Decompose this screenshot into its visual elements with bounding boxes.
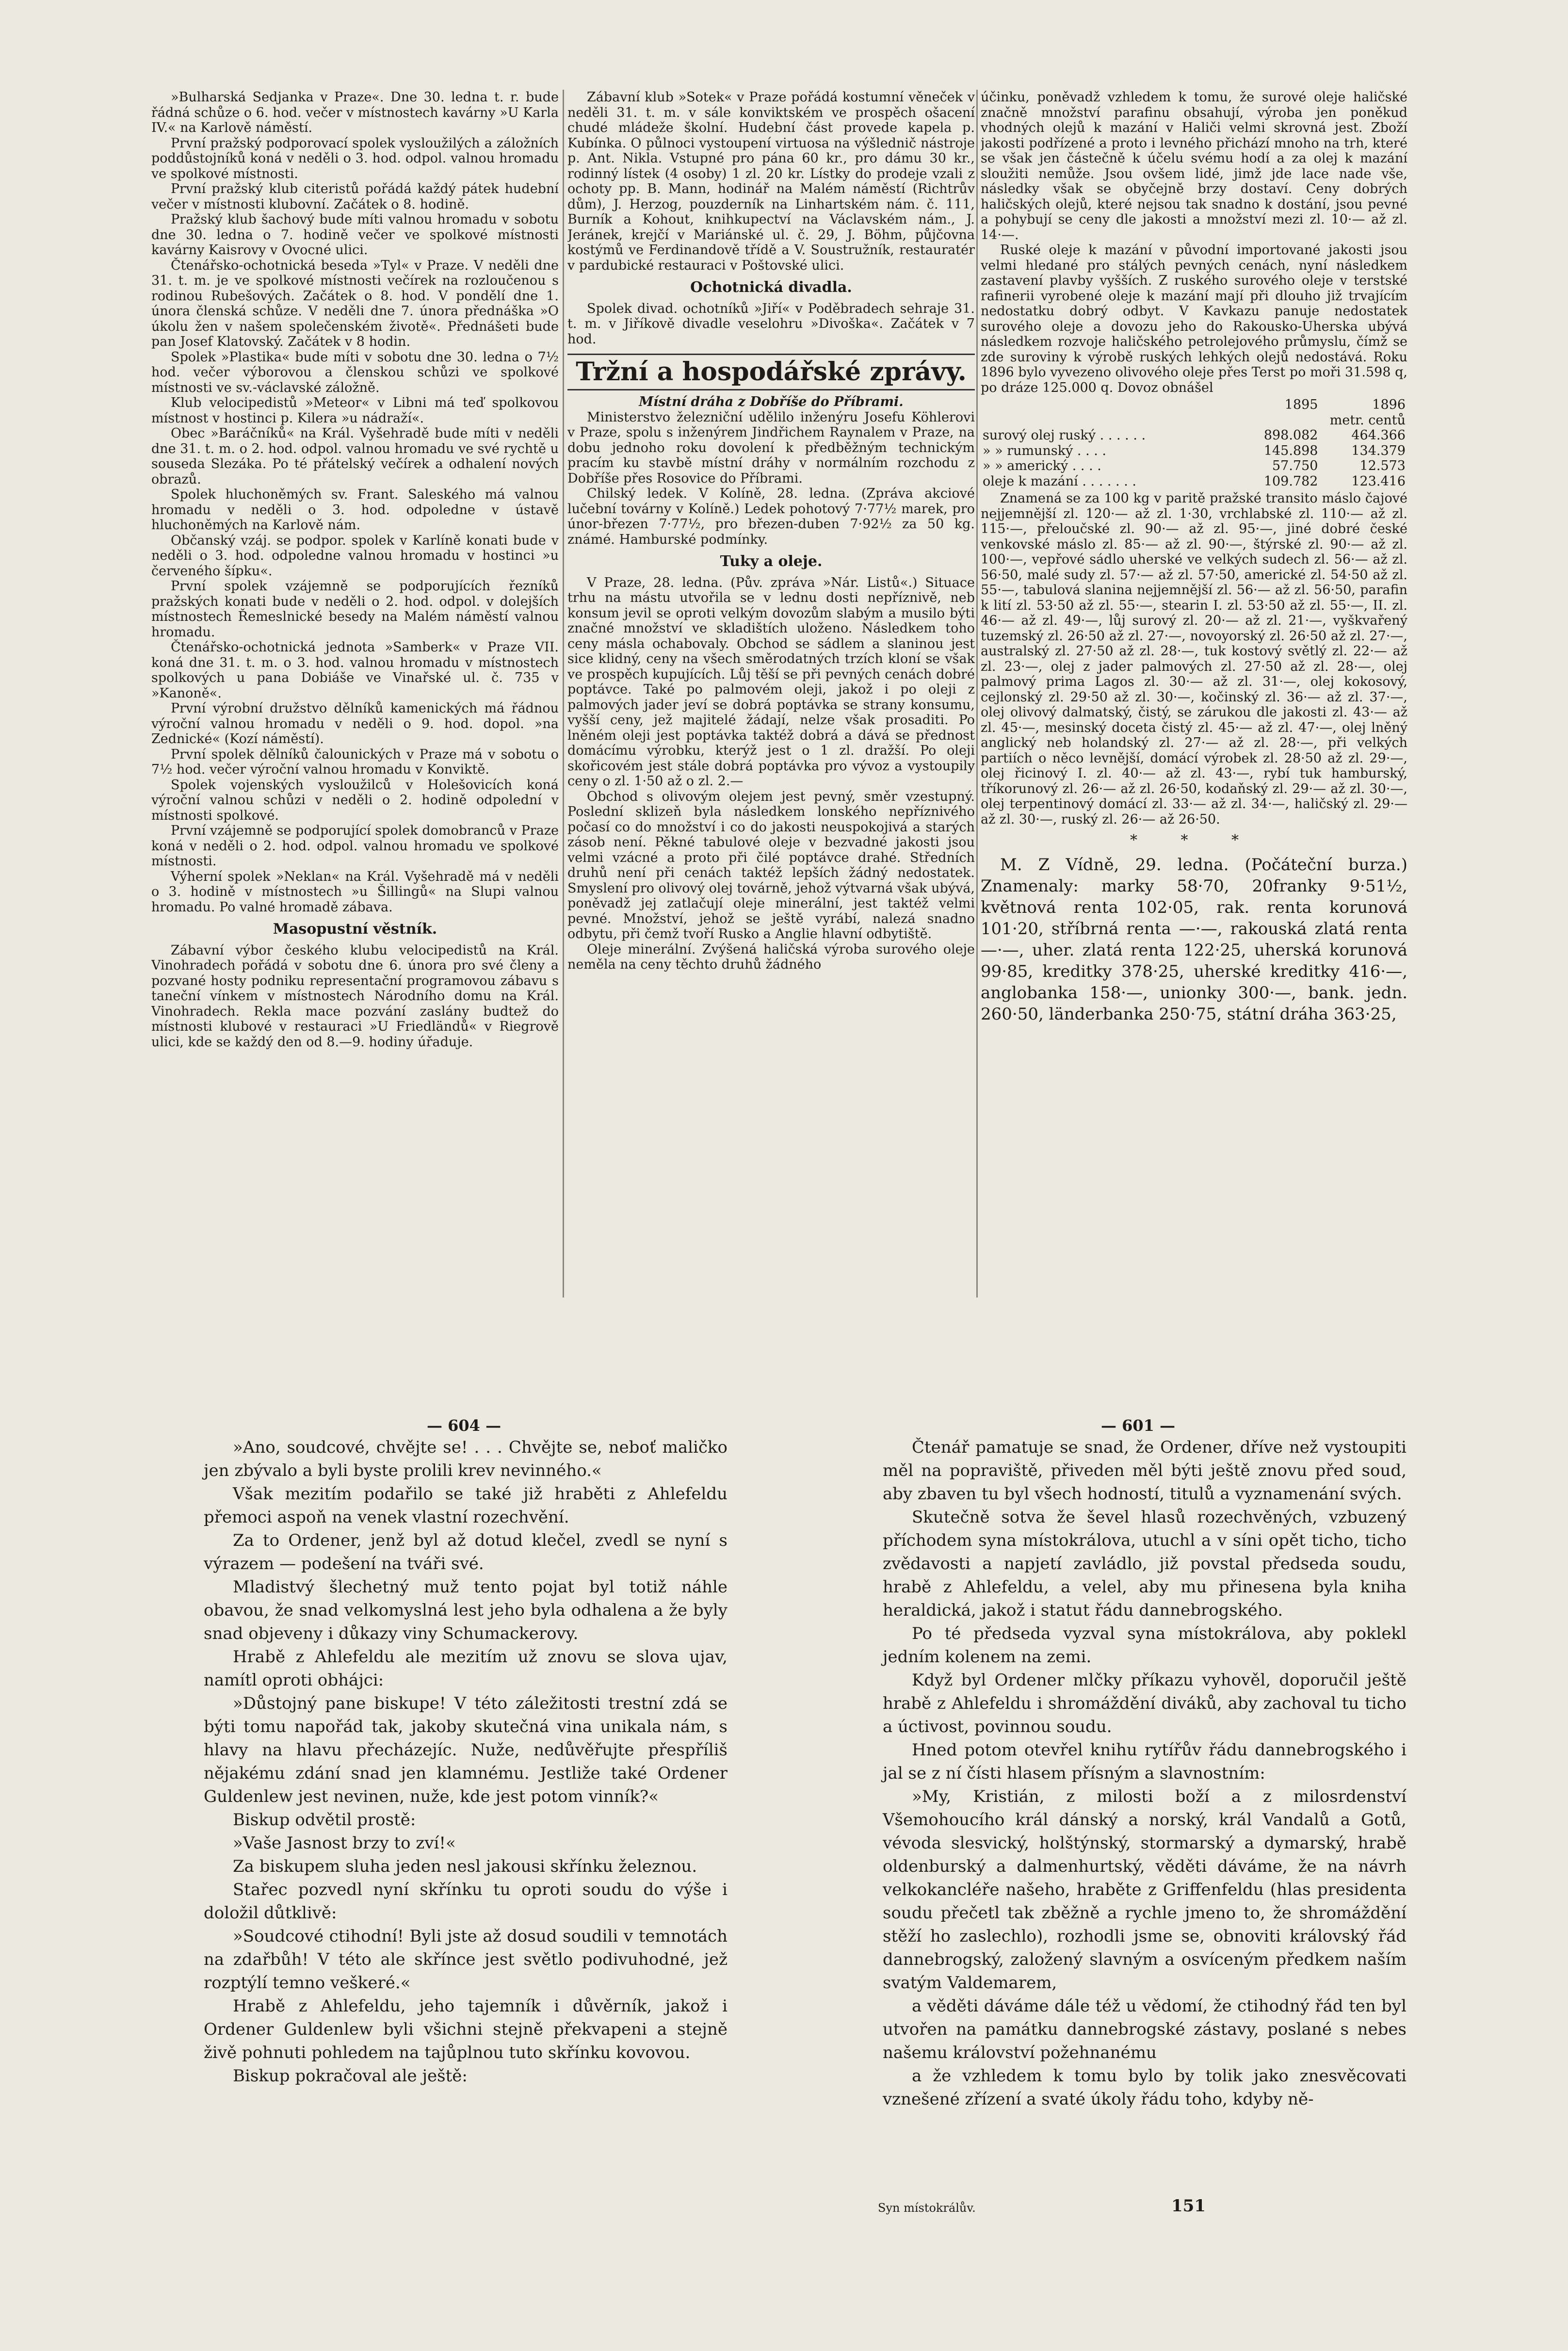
- masopust-heading: Masopustní věstník.: [273, 921, 437, 938]
- right-page-number: — 601 —: [1101, 1416, 1176, 1435]
- masopust-text: Zábavní výbor českého klubu velocipedistů na Král. Vinohradech pořádá v sobotu dne 6. února pro své členy a pozvané hosty podniku representační programovou zábavu s taneční vínkem v místnostech Národního domu na Král. Vinohradech. Rekla mace pozvání zaslány budtež do místnosti klubové v restauraci »U Friedländů« v Riegrově ulici, kde se každý den od 8.—9. hodiny úřaduje.: [151, 942, 559, 1050]
- oil-table-cell: 134.379: [1351, 443, 1406, 458]
- left-page-number: — 604 —: [427, 1416, 501, 1435]
- ochot-text: Spolek divad. ochotníků »Jiří« v Poděbradech sehraje 31. t. m. v Jiříkově divadle veselohru »Divoška«. Začátek v 7 hod.: [567, 301, 975, 347]
- book-paragraph: »Ano, soudcové, chvějte se! . . . Chvějte se, neboť maličko jen zbývalo a byli byste prolili krev nevinného.«: [204, 1438, 727, 1480]
- club-notices: [151, 90, 559, 915]
- book-paragraph: Za biskupem sluha jeden nesl jakousi skřínku železnou.: [233, 1857, 697, 1876]
- oil-year-2: 1896: [1372, 397, 1406, 412]
- oil-table-cell: surový olej ruský . . . . . .: [983, 428, 1146, 443]
- oil-table-cell: oleje k mazání . . . . . . .: [983, 473, 1136, 489]
- club-notice: První spolek dělníků čalounických v Praze má v sobotu o 7½ hod. večer výroční valnou hromadu v Konviktě.: [151, 746, 559, 777]
- club-notice: První výrobní družstvo dělníků kamenických má řádnou výroční valnou hromadu v neděli o 9. hod. dopol. »na Zednické« (Kozí náměstí).: [151, 701, 559, 746]
- oil-year-1: 1895: [1284, 397, 1318, 412]
- oil-table-cell: 898.082: [1263, 428, 1318, 443]
- book-paragraph: Za to Ordener, jenž byl až dotud klečel, zvedl se nyní s výrazem — podešení na tváři své.: [204, 1531, 727, 1573]
- book-left-page: [204, 1436, 727, 2088]
- market-text-nitrate: Chilský ledek. V Kolíně, 28. ledna. (Zpráva akciové lučební továrny v Kolíně.) Ledek pohotový 7·77½ marek, pro únor-březen 7·77½, pro březen-duben 7·92½ za 50 kg. známé. Hamburské podmínky.: [567, 486, 975, 547]
- oil-table-cell: 12.573: [1359, 458, 1406, 473]
- vienna-bourse-text: M. Z Vídně, 29. ledna. (Počáteční burza.) Znamenaly: marky 58·70, 20franky 9·51½, květnová renta 102·05, rak. renta korunová 101·20, stříbrná renta —·—, rakouská zlatá renta —·—, uher. zlatá renta 122·25, uherská korunová 99·85, kreditky 378·25, uherské kreditky 416·—, anglobanka 158·—, unionky 300·—, bank. jedn. 260·50, länderbanka 250·75, státní dráha 363·25,: [981, 855, 1407, 1024]
- book-paragraph: Když byl Ordener mlčky příkazu vyhověl, doporučil ještě hrabě z Ahlefeldu i shromáždění diváků, aby zachoval tu ticho a úctivost, povinnou soudu.: [883, 1670, 1406, 1736]
- oil-table-row: [981, 428, 1407, 443]
- news-column-3: [981, 90, 1407, 1297]
- oil-unit: metr. centů: [1329, 412, 1406, 428]
- book-paragraph: Skutečně sotva že ševel hlasů rozechvěných, vzbuzený příchodem syna místokrálova, utuchl a v síni opět ticho, ticho zvědavosti a napjetí zavládlo, již povstal předseda soudu, hrabě z Ahlefeldu, a velel, aby mu přinesena byla kniha heraldická, jakož i statut řádu dannebrogského.: [883, 1508, 1406, 1620]
- oil-text-1: účinku, poněvadž vzhledem k tomu, že surové oleje haličské značně množství parafinu obsahují, výroba jen poněkud vhodných olejů k mazání v Haliči velmi skrovná jest. Zboží jakosti podřízené a proto i levného přichází mnoho na trh, které se však jen částečně k účelu svému hodí a za olej k mazání sloužiti nemůže. Jsou ovšem lidé, jimž jde lace nade vše, následky však se obyčejně brzy dostaví. Ceny dobrých haličských olejů, které nejsou tak snadno k dostání, jsou pevné a pohybují se ceny dle jakosti a množství mezi zl. 10·— až zl. 14·—.: [981, 90, 1407, 243]
- book-paragraph: Hrabě z Ahlefeldu, jeho tajemník i důvěrník, jakož i Ordener Guldenlew byli všichni stejně překvapeni a stejně živě pohnuti pohledem na tajůplnou tuto skřínku kovovou.: [204, 1996, 727, 2062]
- book-paragraph: Mladistvý šlechetný muž tento pojat byl totiž náhle obavou, že snad velkomyslná lest jeho byla odhalena a že byly snad objeveny i důkazy viny Schumackerovy.: [204, 1577, 727, 1643]
- club-notice: Pražský klub šachový bude míti valnou hromadu v sobotu dne 30. ledna o 7. hodině večer ve spolkové místnosti kavárny Kaisrovy v Ovocné ulici.: [151, 212, 559, 258]
- news-column-1: [151, 90, 559, 1297]
- oil-table-cell: » » americký . . . .: [983, 458, 1101, 473]
- oil-import-table: [981, 397, 1407, 489]
- club-notice: První pražský klub citeristů pořádá každý pátek hudební večer v místnosti klubovní. Začátek o 8. hodině.: [151, 181, 559, 212]
- book-paragraph: Biskup odvětil prostě:: [233, 1810, 416, 1830]
- column-rule: [976, 90, 978, 1297]
- book-paragraph: »My, Kristián, z milosti boží a z milosrdenství Všemohoucího král dánský a norský, král Vandalů a Gotů, vévoda slesvický, holštýnský, stormarský a dymarský, hrabě oldenburský a dalmenhurtský, věděti dáváme, že na návrh velkokancléře našeho, hraběte z Griffenfeldu (hlas presidenta soudu přečetl tak zběžně a rychle jmeno to, že shromáždění stěží ho zaslechlo), rozhodli jsme se, obnoviti královský řád dannebrogský, založený slavným a osvíceným předkem naším svatým Valdemarem,: [883, 1787, 1406, 1993]
- club-notice: První pražský podporovací spolek vysloužilých a záložních poddůstojníků koná v neděli o 3. hod. odpol. valnou hromadu ve spolkové místnosti.: [151, 135, 559, 181]
- tuky-text-2: Obchod s olivovým olejem jest pevný, směr vzestupný. Poslední sklizeň byla následkem lonského nepříznivého počasí co do množství i co do jakosti neuspokojivá a starých zásob není. Pěkné tabulové oleje v bezvadné jakosti jsou velmi vzácné a proto při čilé poptávce drahé. Středních druhů není při cenách taktéž lepších žádný nedostatek. Smyslení pro olivový olej továrně, jehož výtvarná však ubývá, poněvadž jej zatlačují oleje minerální, jest taktéž velmi pevné. Množství, jehož se ještě vyrábí, nalezá snadno odbytu, při čemž tvoří Rusko a Anglie hlavní odbytiště.: [567, 789, 975, 941]
- book-paragraph: Stařec pozvedl nyní skřínku tu oproti soudu do výše i doložil důtklivě:: [204, 1880, 727, 1923]
- club-notice: Spolek vojenských vysloužilců v Holešovicích koná výroční valnou schůzi v neděli o 2. hodině odpolední v místnosti spolkové.: [151, 777, 559, 823]
- book-paragraph: »Důstojný pane biskupe! V této záležitosti trestní zdá se býti tomu napořád tak, jakoby skutečná vina unikala nám, s hlavy na hlavu přecházejíc. Nuže, nedůvěřujte přespříliš nějakému zdání snad jen klamnému. Jestliže také Ordener Guldenlew jest nevinen, nuže, kde jest potom vinník?«: [204, 1694, 727, 1806]
- ochot-heading: Ochotnická divadla.: [690, 279, 852, 296]
- tuky-text-1: V Praze, 28. ledna. (Pův. zpráva »Nár. Listů«.) Situace trhu na mástu utvořila se v lednu dosti nepříznivě, neb konsum jevil se oproti velkým dovozům slabým a musilo býti značné množství ve skladištích uloženo. Následkem toho ceny másla ochabovaly. Obchod se sádlem a slaninou jest sice klidný, ceny na všech směrodatných trzích kloní se však ve prospěch kupujících. Lůj těší se při pevných cenách dobré poptávce. Také po palmovém oleji, jakož i po oleji z palmových jader jeví se dobrá poptávka se strany konsumu, vyšší ceny, jež majitelé žádají, nelze však prosaditi. Po lněném oleji jest poptávka taktéž dobrá a dává se přednost domácímu výrobku, kterýž jest o 1 zl. dražší. Po oleji skořicovém jest stále dobrá poptávka pro vývoz a vystoupily ceny o zl. 1·50 až o zl. 2.—: [567, 575, 975, 789]
- section-stars: * * *: [1130, 832, 1259, 849]
- club-notice: Čtenářsko-ochotnická jednota »Samberk« v Praze VII. koná dne 31. t. m. o 3. hod. valnou hromadu v místnostech spolkových u pana Dobiáše ve Vinařské ul. č. 735 v »Kanoně«.: [151, 640, 559, 701]
- club-sotek-notice: Zábavní klub »Sotek« v Praze pořádá kostumní věneček v neděli 31. t. m. v sále konviktském ve prospěch ošacení chudé mládeže školní. Hudební část provede kapela p. Kubínka. O půlnoci vystoupení virtuosa na výšlednič nástroje p. Ant. Nikla. Vstupné pro pána 60 kr., pro dámu 30 kr., rodinný lístek (4 osoby) 1 zl. 20 kr. Lístky do prodeje vzali z ochoty pp. B. Mann, hodinář na Malém náměstí (Richtrův dům), J. Herzog, pouzderník na Linhartském nám. č. 111, Burník a Kohout, knihkupectví na Václavském nám., J. Jeránek, krejčí v Mariánské ul. č. 29, J. Böhm, půjčovna kostýmů ve Ferdinandově třídě a V. Soustružník, restauratér v pardubické restauraci v Poštovské ulici.: [567, 90, 975, 273]
- book-paragraph: Čtenář pamatuje se snad, že Ordener, dříve než vystoupiti měl na popraviště, přiveden měl býti ještě znovu před soud, aby zbaven tu byl všech hodností, titulů a vyznamenání svých.: [883, 1438, 1406, 1504]
- oil-text-2: Ruské oleje k mazání v původní importované jakosti jsou velmi hledané pro stálých pevných cenách, nyní následkem zastavení plavby vyšších. Z ruského surového oleje v terstské rafinerii vyrobené oleje k mazání mají při dlouho již trvajícím nedostatku dobrý odbyt. V Kavkazu panuje nedostatek surového oleje a dovozu jeho do Rakousko-Uherska ubývá následkem rozvoje haličského petrolejového průmyslu, čímž se zde suroviny k výrobě ruských lehkých olejů nedostává. Roku 1896 bylo vyvezeno olivového oleje přes Terst po moři 31.598 q, po dráze 125.000 q. Dovoz obnášel: [981, 243, 1407, 395]
- tuky-heading: Tuky a oleje.: [720, 553, 823, 570]
- oil-table-row: [981, 443, 1407, 459]
- book-paragraph: »Soudcové ctihodní! Byli jste až dosud soudili v temnotách na zdařbůh! V této ale skřínce jest světlo podivuhodné, jež rozptýlí temno veškeré.«: [204, 1927, 727, 1993]
- column-rule: [563, 90, 564, 1297]
- club-notice: Spolek hluchoněmých sv. Frant. Saleského má valnou hromadu v neděli o 3. hod. odpoledne v ústavě hluchoněmých na Karlově nám.: [151, 487, 559, 533]
- oil-table-cell: 464.366: [1351, 428, 1406, 443]
- page-footer-signature: Syn místokrálův.: [878, 2201, 976, 2215]
- market-title: Tržní a hospodářské zprávy.: [567, 354, 975, 390]
- tuky-text-3: Oleje minerální. Zvýšená haličská výroba surového oleje neměla na ceny těchto druhů žádného: [567, 941, 975, 972]
- book-right-page: [883, 1436, 1406, 2111]
- club-notice: Spolek »Plastika« bude míti v sobotu dne 30. ledna o 7½ hod. večer výborovou a členskou schůzi ve spolkové místnosti ve sv.-václavské záložně.: [151, 349, 559, 395]
- page-footer-number: 151: [1171, 2196, 1206, 2216]
- market-subheading: Místní dráha z Dobříše do Příbrami.: [639, 394, 904, 409]
- club-notice: »Bulharská Sedjanka v Praze«. Dne 30. ledna t. r. bude řádná schůze o 6. hod. večer v místnostech kavárny »U Karla IV.« na Karlově náměstí.: [151, 90, 559, 135]
- book-paragraph: Hned potom otevřel knihu rytířův řádu dannebrogského i jal se z ní čísti hlasem přísným a slavnostním:: [883, 1740, 1406, 1783]
- book-paragraph: Biskup pokračoval ale ještě:: [233, 2066, 468, 2086]
- book-paragraph: Po té předseda vyzval syna místokrálova, aby poklekl jedním kolenem na zemi.: [883, 1624, 1406, 1667]
- club-notice: Výherní spolek »Neklan« na Král. Vyšehradě má v neděli o 3. hodině v místnostech »u Šillingů« na Slupi valnou hromadu. Po valné hromadě zábava.: [151, 869, 559, 915]
- book-paragraph: Hrabě z Ahlefeldu ale mezitím už znovu se slova ujav, namítl oproti obhájci:: [204, 1647, 727, 1690]
- club-notice: Čtenářsko-ochotnická beseda »Tyl« v Praze. V neděli dne 31. t. m. je ve spolkové místnosti večírek na rozloučenou s rodinou Rubešových. Začátek o 8. hod. V pondělí dne 1. února členská schůze. V neděli dne 7. února přednáška »O úkolu žen v našem společenském životě«. Přednášeti bude pan Josef Klatovský. Začátek v 8 hodin.: [151, 258, 559, 349]
- club-notice: Klub velocipedistů »Meteor« v Libni má teď spolkovou místnost v hostinci p. Kilera »u nádraží«.: [151, 395, 559, 426]
- club-notice: První spolek vzájemně se podporujících řezníků pražských konati bude v neděli o 2. hod. odpol. v dolejších místnostech Řemeslnické besedy na Malém náměstí valnou hromadu.: [151, 579, 559, 640]
- book-paragraph: a věděti dáváme dále též u vědomí, že ctihodný řád ten byl utvořen na památku dannebrogské zástavy, poslané s nebes našemu království požehnanému: [883, 1996, 1406, 2062]
- oil-table-cell: » » rumunský . . . .: [983, 443, 1107, 458]
- news-column-2: [567, 90, 975, 1297]
- oil-table-cell: 123.416: [1351, 473, 1406, 489]
- club-notice: Občanský vzáj. se podpor. spolek v Karlíně konati bude v neděli o 3. hod. odpoledne valnou hromadu v hostinci »u červeného šípku«.: [151, 533, 559, 579]
- club-notice: První vzájemně se podporující spolek domobranců v Praze koná v neděli o 2. hod. odpol. valnou hromadu ve spolkové místnosti.: [151, 823, 559, 869]
- book-paragraph: »Vaše Jasnost brzy to zví!«: [233, 1833, 456, 1853]
- oil-table-cell: 57.750: [1272, 458, 1318, 473]
- book-paragraph: Však mezitím podařilo se také již hraběti z Ahlefeldu přemoci aspoň na venek vlastní rozechvění.: [204, 1484, 727, 1527]
- oil-table-row: [981, 474, 1407, 489]
- club-notice: Obec »Baráčníků« na Král. Vyšehradě bude míti v neděli dne 31. t. m. o 2. hod. odpol. valnou hromadu ve své rychtě u souseda Slezáka. Po té přátelský večírek a odhalení nových obrazů.: [151, 426, 559, 487]
- oil-table-row: [981, 458, 1407, 474]
- oil-table-cell: 145.898: [1263, 443, 1318, 458]
- price-list-text: Znamená se za 100 kg v paritě pražské transito máslo čajové nejjemnější zl. 120·— až zl. 1·30, vrchlabské zl. 110·— až zl. 115·—, přeloučské zl. 90·— až zl. 95·—, jiné dobré české venkovské máslo zl. 85·— až zl. 90·—, štýrské zl. 90·— až zl. 100·—, vepřové sádlo uherské ve velkých sudech zl. 56·— až zl. 56·50, malé sudy zl. 57·— až zl. 57·50, americké zl. 54·50 až zl. 55·—, tabulová slanina nejjemnější zl. 56·— až zl. 56·50, parafin k lití zl. 53·50 až zl. 55·—, stearin I. zl. 53·50 až zl. 55·—, II. zl. 46·— až zl. 49·—, lůj surový zl. 20·— až zl. 21·—, vyškvařený tuzemský zl. 26·50 až zl. 27·—, novoyorský zl. 26·50 až zl. 27·—, australský zl. 27·50 až zl. 28·—, tuk kostový světlý zl. 22·— až zl. 23·—, olej z jader palmových zl. 27·50 až zl. 28·—, olej palmový prima Lagos zl. 30·— až zl. 31·—, olej kokosový, cejlonský zl. 29·50 až zl. 30·—, kočinský zl. 36·— až zl. 37·—, olej olivový dalmatský, čistý, se zárukou dle jakosti zl. 43·— až zl. 45·—, mesinský doceta čistý zl. 45·— až zl. 47·—, olej lněný anglický neb holandský zl. 27·— až zl. 28·—, při velkých partiích o něco levnější, domácí výrobek zl. 28·50 až zl. 29·—, olej řicinový I. zl. 40·— až zl. 43·—, rybí tuk hamburský, tříkorunový zl. 26·— až zl. 26·50, kodaňský zl. 29·— až zl. 30·—, olej terpentinový domácí zl. 33·— až zl. 34·—, haličský zl. 29·— až zl. 30·—, ruský zl. 26·— až 26·50.: [981, 491, 1407, 827]
- market-text-rail: Ministerstvo železniční udělilo inženýru Josefu Köhlerovi v Praze, spolu s inženýrem Jindřichem Raynalem v Praze, na dobu jednoho roku dovolení k předběžným technickým pracím ku stavbě místní dráhy v normálním rozchodu z Dobříše přes Rosovice do Příbrami.: [567, 409, 975, 486]
- oil-table-cell: 109.782: [1263, 473, 1318, 489]
- book-paragraph: a že vzhledem k tomu bylo by tolik jako znesvěcovati vznešené zřízení a svaté úkoly řádu toho, kdyby ně-: [883, 2066, 1406, 2109]
